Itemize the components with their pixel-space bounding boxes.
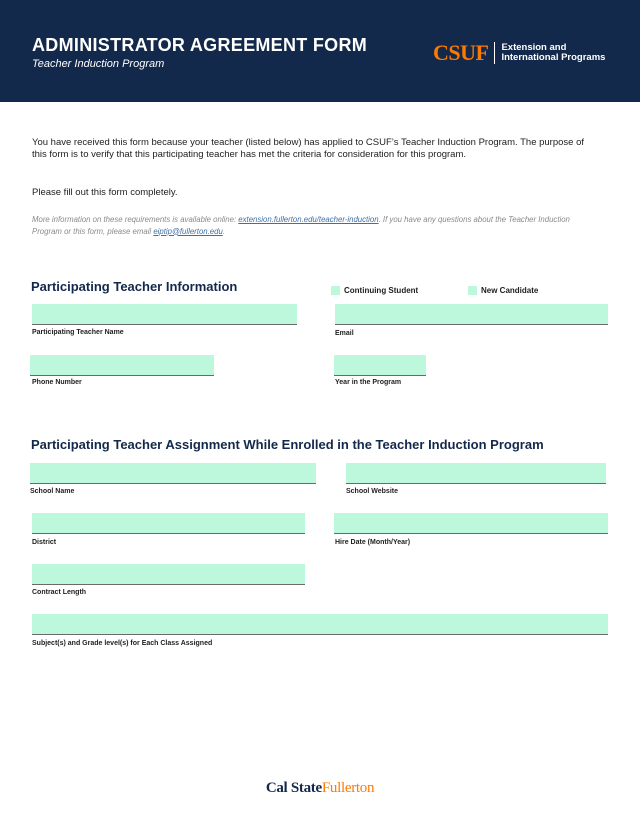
subjects-grade-levels-input[interactable] bbox=[32, 614, 608, 635]
email-label: Email bbox=[335, 330, 354, 337]
header-banner bbox=[0, 0, 640, 102]
year-in-program-input[interactable] bbox=[334, 355, 426, 376]
logo-divider bbox=[494, 42, 495, 64]
phone-input[interactable] bbox=[30, 355, 214, 376]
contract-length-input[interactable] bbox=[32, 564, 305, 585]
district-label: District bbox=[32, 539, 57, 546]
section-teacher-info-title: Participating Teacher Information bbox=[31, 279, 238, 294]
email-input[interactable] bbox=[335, 304, 608, 325]
contract-length-label: Contract Length bbox=[32, 589, 87, 596]
year-in-program-label: Year in the Program bbox=[335, 379, 402, 386]
checkbox-label: New Candidate bbox=[481, 286, 539, 295]
phone-label: Phone Number bbox=[32, 379, 82, 386]
logo-cal-state: Cal State bbox=[265, 780, 322, 796]
school-website-input[interactable] bbox=[346, 463, 606, 484]
teacher-name-input[interactable] bbox=[32, 304, 297, 325]
checkbox-box[interactable] bbox=[468, 286, 477, 295]
logo-unit-line1: Extension and bbox=[501, 42, 567, 53]
intro-paragraph: You have received this form because your teacher (listed below) has applied to CSUF’s Teacher Induction Program. The purpose of this form is to verify that this participating teacher has met the criteria for consideration for this program. bbox=[32, 137, 585, 160]
fill-out-instruction: Please fill out this form completely. bbox=[32, 187, 178, 198]
hire-date-label: Hire Date (Month/Year) bbox=[335, 539, 411, 546]
teacher-name-label: Participating Teacher Name bbox=[32, 329, 124, 336]
form-title: ADMINISTRATOR AGREEMENT FORM bbox=[32, 35, 368, 55]
program-website-link[interactable]: extension.fullerton.edu/teacher-induction bbox=[238, 215, 379, 224]
school-name-label: School Name bbox=[30, 488, 75, 495]
logo-unit-line2: International Programs bbox=[501, 52, 606, 63]
more-info-prefix: More information on these requirements is available online: bbox=[32, 215, 239, 224]
subjects-grade-levels-label: Subject(s) and Grade level(s) for Each Class Assigned bbox=[32, 640, 213, 647]
hire-date-input[interactable] bbox=[334, 513, 608, 534]
csuf-extension-logo bbox=[433, 40, 605, 66]
logo-fullerton: Fullerton bbox=[321, 780, 375, 796]
more-info-middle: . If you have any questions about the Teacher Induction Program or this form, please email bbox=[32, 215, 570, 236]
csuf-logo-mark: CSUF bbox=[433, 40, 489, 65]
school-website-label: School Website bbox=[346, 488, 398, 495]
checkbox-label: Continuing Student bbox=[344, 286, 419, 295]
form-subtitle: Teacher Induction Program bbox=[32, 58, 165, 70]
school-name-input[interactable] bbox=[30, 463, 316, 484]
more-info-suffix: . bbox=[222, 226, 225, 236]
district-input[interactable] bbox=[32, 513, 305, 534]
continuing-student-checkbox[interactable] bbox=[331, 286, 418, 295]
more-info-note bbox=[32, 214, 592, 237]
logo-unit-name bbox=[501, 43, 605, 63]
checkbox-box[interactable] bbox=[331, 286, 340, 295]
section-assignment-title: Participating Teacher Assignment While Enrolled in the Teacher Induction Program bbox=[31, 437, 544, 452]
new-candidate-checkbox[interactable] bbox=[468, 286, 538, 295]
program-email-link[interactable]: eiptip@fullerton.edu bbox=[153, 226, 223, 236]
cal-state-fullerton-logo bbox=[0, 780, 640, 797]
